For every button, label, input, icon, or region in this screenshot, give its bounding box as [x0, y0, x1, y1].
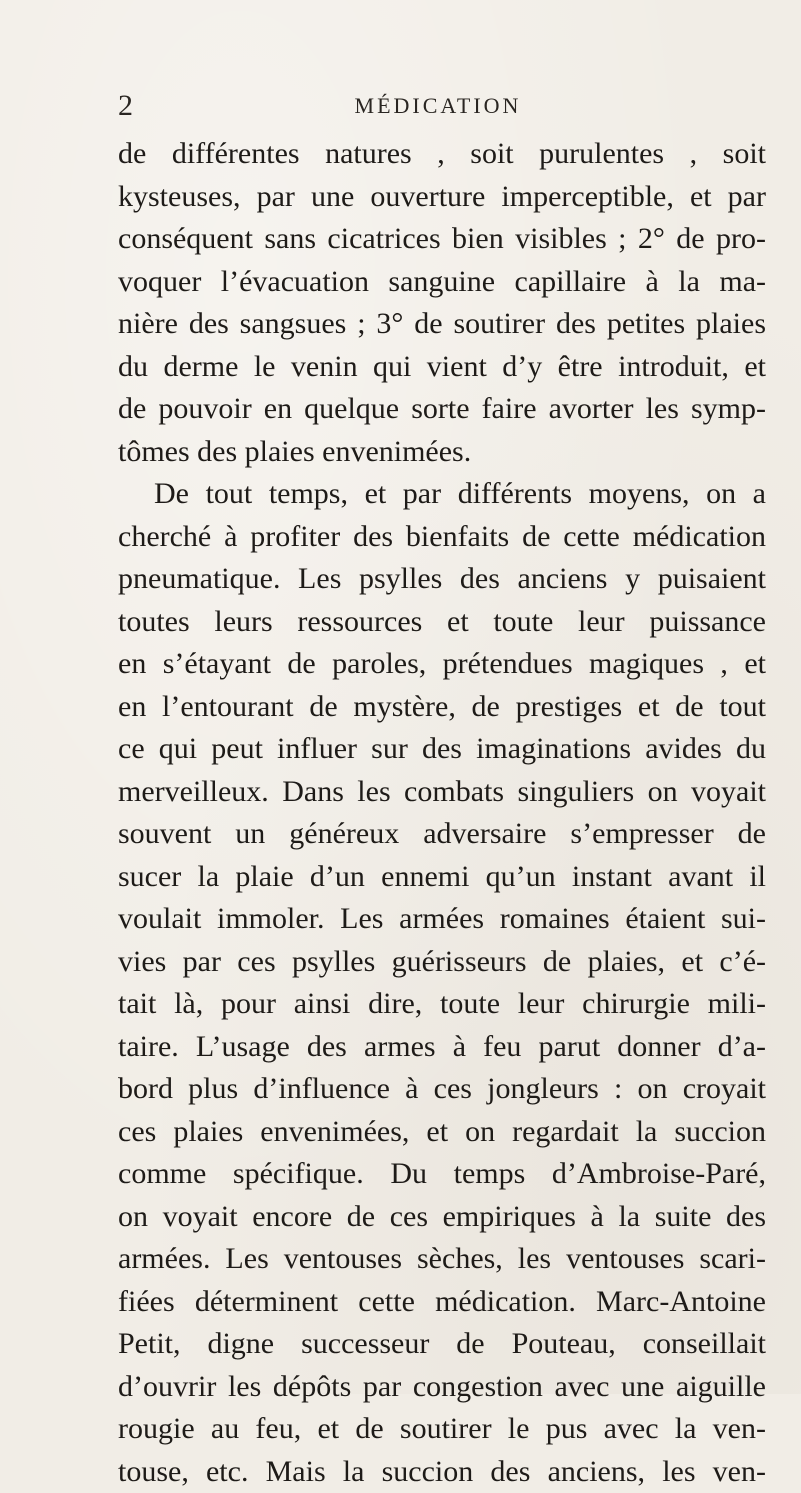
text-line: on voyait encore de ces empiriques à la suite des: [118, 1196, 766, 1239]
text-line: comme spécifique. Du temps d’Ambroise-Paré,: [118, 1153, 766, 1196]
text-line: tait là, pour ainsi dire, toute leur chirurgie mili-: [118, 983, 766, 1026]
text-line: taire. L’usage des armes à feu parut donner d’a-: [118, 1026, 766, 1069]
text-line: en l’entourant de mystère, de prestiges et de tout: [118, 686, 766, 729]
paragraph-first-line: De tout temps, et par différents moyens, on a: [118, 473, 766, 516]
text-line: en s’étayant de paroles, prétendues magiques , et: [118, 643, 766, 686]
text-line: tômes des plaies envenimées.: [118, 431, 766, 474]
text-line: Petit, digne successeur de Pouteau, conseillait: [118, 1323, 766, 1366]
running-head: [118, 86, 758, 126]
text-line: toutes leurs ressources et toute leur puissance: [118, 601, 766, 644]
text-line: cherché à profiter des bienfaits de cette médication: [118, 516, 766, 559]
text-line: ce qui peut influer sur des imaginations avides du: [118, 728, 766, 771]
body-text: [118, 133, 766, 1493]
text-line: kysteuses, par une ouverture imperceptible, et par: [118, 176, 766, 219]
text-line: pneumatique. Les psylles des anciens y puisaient: [118, 558, 766, 601]
running-head-title: MÉDICATION: [118, 86, 758, 126]
text-line: rougie au feu, et de soutirer le pus avec la ven-: [118, 1408, 766, 1451]
text-line: touse, etc. Mais la succion des anciens, les ven-: [118, 1451, 766, 1493]
text-line: nière des sangsues ; 3° de soutirer des petites plaies: [118, 303, 766, 346]
text-line: vies par ces psylles guérisseurs de plaies, et c’é-: [118, 941, 766, 984]
text-line: de pouvoir en quelque sorte faire avorter les symp-: [118, 388, 766, 431]
text-line: sucer la plaie d’un ennemi qu’un instant avant il: [118, 856, 766, 899]
text-line: armées. Les ventouses sèches, les ventouses scari-: [118, 1238, 766, 1281]
text-line: conséquent sans cicatrices bien visibles ; 2° de pro-: [118, 218, 766, 261]
text-line: ces plaies envenimées, et on regardait la succion: [118, 1111, 766, 1154]
text-line: du derme le venin qui vient d’y être introduit, et: [118, 346, 766, 389]
text-line: voquer l’évacuation sanguine capillaire à la ma-: [118, 261, 766, 304]
text-line: voulait immoler. Les armées romaines étaient sui-: [118, 898, 766, 941]
text-line: fiées déterminent cette médication. Marc-Antoine: [118, 1281, 766, 1324]
text-line: merveilleux. Dans les combats singuliers on voyait: [118, 771, 766, 814]
text-line: de différentes natures , soit purulentes , soit: [118, 133, 766, 176]
text-line: bord plus d’influence à ces jongleurs : on croyait: [118, 1068, 766, 1111]
page-number: 2: [118, 86, 133, 126]
text-line: d’ouvrir les dépôts par congestion avec une aiguille: [118, 1366, 766, 1409]
text-line: souvent un généreux adversaire s’empresser de: [118, 813, 766, 856]
